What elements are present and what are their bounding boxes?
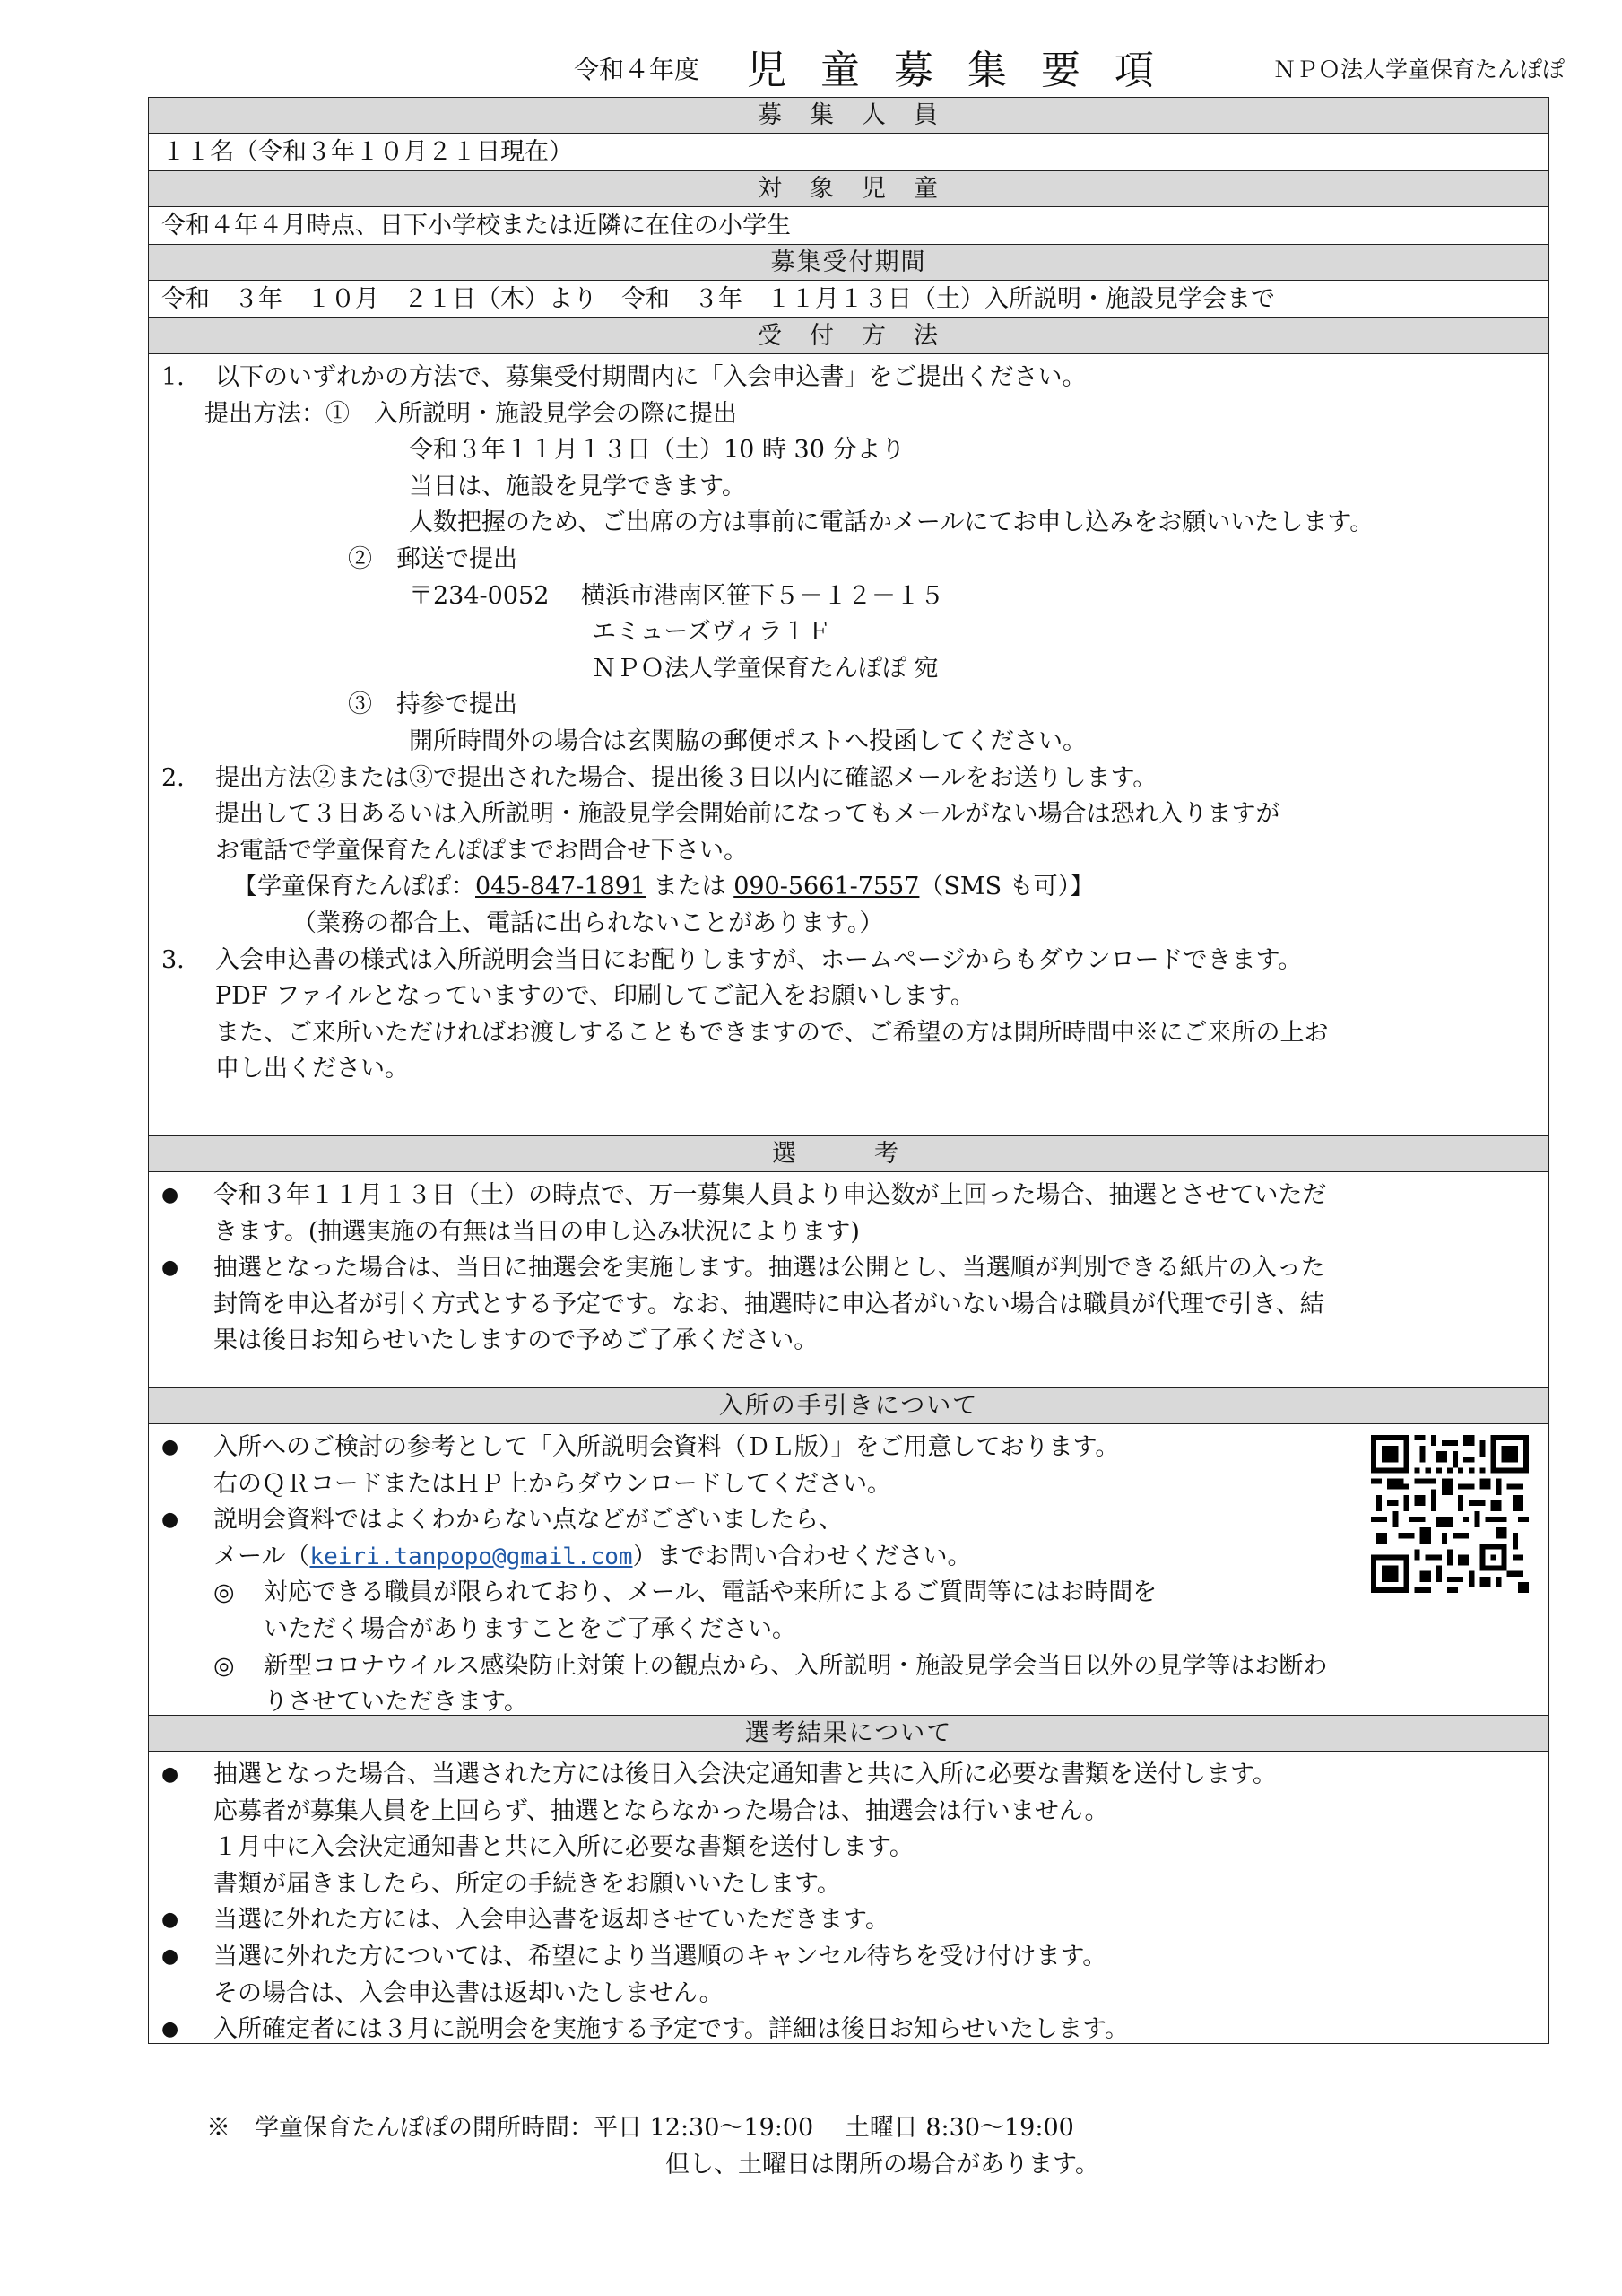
mail-contact: メール（keiri.tanpopo@gmail.com）までお問い合わせください。 [213, 1542, 972, 1570]
item2-line: 提出して３日あるいは入所説明・施設見学会開始前になってもメールがない場合は恐れ入りますが [215, 800, 1280, 829]
target-children: 令和４年４月時点、日下小学校または近隣に在住の小学生 [161, 212, 791, 239]
list-item: ● 抽選となった場合、当選された方には後日入会決定通知書と共に入所に必要な書類を送付します。 [161, 1761, 1277, 1788]
section-heading: 入所の手引きについて [149, 1388, 1548, 1424]
document-header [148, 34, 1565, 97]
list-item: ● 当選に外れた方には、入会申込書を返却させていただきます。 [161, 1906, 889, 1935]
section-heading: 選考結果について [149, 1716, 1548, 1752]
item3-line: PDF ファイルとなっていますので、印刷してご記入をお願いします。 [215, 982, 975, 1011]
list-item: ● 令和３年１１月１３日（土）の時点で、万一募集人員より申込数が上回った場合、抽選とさせていただ [161, 1181, 1327, 1209]
note-item: ◎ 新型コロナウイルス感染防止対策上の観点から、入所説明・施設見学会当日以外の見学等はお断わ [213, 1651, 1328, 1680]
option3-line: 開所時間外の場合は玄関脇の郵便ポストへ投函してください。 [409, 726, 1087, 755]
mobile-number[interactable]: 090-5661-7557 [733, 873, 920, 901]
list-item: 3. 入会申込書の様式は入所説明会当日にお配りしますが、ホームページからもダウンロードできます。 [161, 945, 1303, 974]
recruitment-form [148, 97, 1549, 2044]
list-item: ● 入所へのご検討の参考として「入所説明会資料（ＤＬ版）」をご用意しております。 [161, 1433, 1120, 1461]
option1-line: 令和３年１１月１３日（土）10 時 30 分より [409, 436, 906, 465]
contact-line: 【学童保育たんぽぽ：045-847-1891 または 090-5661-7557（SMS も可）】 [233, 873, 1095, 901]
application-period: 令和 ３年 １０月 ２１日（木）より 令和 ３年 １１月１３日（土）入所説明・施設見学会まで [161, 285, 1275, 313]
section-target [148, 170, 1549, 244]
selection-body: ● 令和３年１１月１３日（土）の時点で、万一募集人員より申込数が上回った場合、抽選とさせていただ きます。(抽選実施の有無は当日の申し込み状況によります) ● 抽選となった場合は、当日に抽選会を実施します。抽選は公開とし、当選順が判別できる紙片の入った 封筒を申込者が引く方式とする予定です。なお、抽選時に申込者がいない場合は職員が代理で引き、結 果は後日お知らせいたしますので予めご了承ください。 [149, 1172, 1548, 1387]
section-selection [148, 1135, 1549, 1387]
organization-name: ＮＰＯ法人学童保育たんぽぽ [1272, 57, 1565, 83]
list-item: ● 説明会資料ではよくわからない点などがございましたら、 [161, 1506, 843, 1535]
submit-method-label: 提出方法：① 入所説明・施設見学会の際に提出 [204, 399, 737, 428]
option3-label: ③ 持参で提出 [348, 691, 517, 719]
section-heading: 対 象 児 童 [149, 171, 1548, 207]
section-results [148, 1715, 1549, 2044]
qr-code-icon[interactable] [1371, 1435, 1529, 1593]
opening-hours-note: ※ 学童保育たんぽぽの開所時間：平日 12:30～19:00 土曜日 8:30～19:00 但し、土曜日は閉所の場合があります。 [206, 2114, 1099, 2179]
item2-line: お電話で学童保育たんぽぽまでお問合せ下さい。 [215, 836, 748, 865]
results-body: ● 抽選となった場合、当選された方には後日入会決定通知書と共に入所に必要な書類を送付します。 応募者が募集人員を上回らず、抽選とならなかった場合は、抽選会は行いません。 １月中に入会決定通知書と共に入所に必要な書類を送付します。 書類が届きましたら、所定の手続きをお願いいたします。 ● 当選に外れた方には、入会申込書を返却させていただきます。 ● 当選に外れた方については、希望により当選順のキャンセル待ちを受け付けます。 その場合は、入会申込書は返却いたしません。 ● 入所確定者には３月に説明会を実施する予定です。詳細は後日お知らせいたします。 [149, 1752, 1548, 2043]
address-line: エミューズヴィラ１Ｆ [592, 618, 831, 647]
option1-line: 人数把握のため、ご出席の方は事前に電話かメールにてお申し込みをお願いいたします。 [409, 509, 1375, 537]
guide-body: ● 入所へのご検討の参考として「入所説明会資料（ＤＬ版）」をご用意しております。 右のＱＲコードまたはＨＰ上からダウンロードしてください。 ● 説明会資料ではよくわからない点などがございましたら、 メール（keiri.tanpopo@gmail.com）までお問い合わせください。 ◎ 対応できる職員が限られており、メール、電話や来所によるご質問等にはお時間を いただく場合がありますことをご了承ください。 ◎ 新型コロナウイルス感染防止対策上の観点から、入所説明・施設見学会当日以外の見学等はお断わ りさせていただきます。 [149, 1424, 1548, 1715]
section-heading: 選 考 [149, 1136, 1548, 1172]
email-link[interactable]: keiri.tanpopo@gmail.com [309, 1543, 633, 1570]
list-item: 1. 以下のいずれかの方法で、募集受付期間内に「入会申込書」をご提出ください。 [161, 363, 1087, 391]
note-item: ◎ 対応できる職員が限られており、メール、電話や来所によるご質問等にはお時間を [213, 1578, 1158, 1607]
item3-line: また、ご来所いただければお渡しすることもできますので、ご希望の方は開所時間中※にご来所の上お [215, 1018, 1329, 1047]
section-period [148, 244, 1549, 317]
option1-line: 当日は、施設を見学できます。 [409, 472, 746, 500]
recruit-count: １１名（令和３年１０月２１日現在） [161, 138, 573, 166]
section-method [148, 317, 1549, 1135]
phone-number[interactable]: 045-847-1891 [475, 873, 646, 901]
section-guide [148, 1387, 1549, 1715]
item3-line: 申し出ください。 [215, 1055, 409, 1083]
postal-address: 〒234-0052 横浜市港南区笹下５－１２－１５ [409, 581, 944, 610]
section-heading: 受 付 方 法 [149, 318, 1548, 354]
header-year: 令和４年度 [574, 55, 700, 84]
option2-label: ② 郵送で提出 [348, 544, 517, 573]
list-item: 2. 提出方法②または③で提出された場合、提出後３日以内に確認メールをお送りします。 [161, 763, 1158, 792]
address-line: ＮＰＯ法人学童保育たんぽぽ 宛 [592, 654, 939, 683]
method-body [149, 354, 1548, 1135]
page-title: 児 童 募 集 要 項 [747, 48, 1165, 93]
section-heading: 募集受付期間 [149, 245, 1548, 281]
section-heading: 募 集 人 員 [149, 98, 1548, 134]
list-item: ● 入所確定者には３月に説明会を実施する予定です。詳細は後日お知らせいたします。 [161, 2015, 1129, 2044]
list-item: ● 当選に外れた方については、希望により当選順のキャンセル待ちを受け付けます。 [161, 1942, 1107, 1970]
contact-note: （業務の都合上、電話に出られないことがあります。） [292, 909, 884, 937]
section-recruit [148, 97, 1549, 170]
list-item: ● 抽選となった場合は、当日に抽選会を実施します。抽選は公開とし、当選順が判別できる紙片の入った [161, 1254, 1325, 1283]
